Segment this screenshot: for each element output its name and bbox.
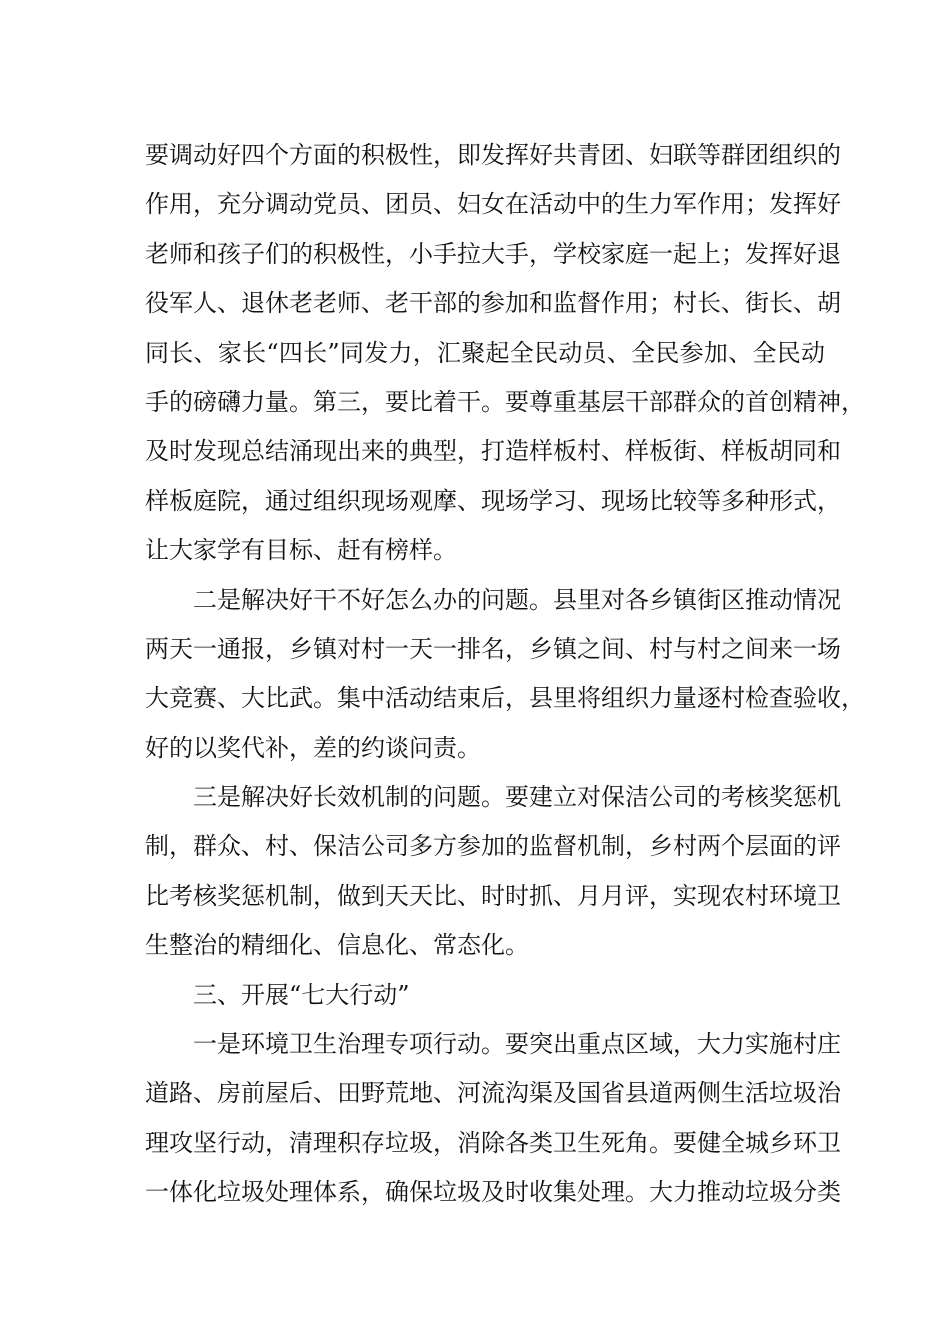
text-line: 好的以奖代补，差的约谈问责。: [145, 733, 481, 762]
text-line: 同长、家长“四长”同发力，汇聚起全民动员、全民参加、全民动: [145, 338, 825, 367]
text-line: 三、开展“七大行动”: [193, 980, 410, 1009]
text-line: 手的磅礴力量。第三，要比着干。要尊重基层干部群众的首创精神，: [145, 387, 865, 416]
text-line: 生整治的精细化、信息化、常态化。: [145, 931, 529, 960]
text-line: 役军人、退休老老师、老干部的参加和监督作用；村长、街长、胡: [145, 289, 841, 318]
text-line: 要调动好四个方面的积极性，即发挥好共青团、妇联等群团组织的: [145, 141, 841, 169]
text-line: 道路、房前屋后、田野荒地、河流沟渠及国省县道两侧生活垃圾治: [145, 1079, 841, 1108]
text-line: 及时发现总结涌现出来的典型，打造样板村、样板街、样板胡同和: [145, 437, 841, 466]
text-line: 比考核奖惩机制，做到天天比、时时抓、月月评，实现农村环境卫: [145, 881, 841, 910]
text-line: 制，群众、村、保洁公司多方参加的监督机制，乡村两个层面的评: [145, 832, 841, 861]
text-line: 样板庭院，通过组织现场观摩、现场学习、现场比较等多种形式，: [145, 486, 841, 515]
text-line: 让大家学有目标、赶有榜样。: [145, 536, 457, 565]
text-line: 三是解决好长效机制的问题。要建立对保洁公司的考核奖惩机: [193, 783, 841, 812]
text-line: 理攻坚行动，清理积存垃圾，消除各类卫生死角。要健全城乡环卫: [145, 1128, 841, 1157]
text-line: 老师和孩子们的积极性，小手拉大手，学校家庭一起上；发挥好退: [145, 239, 841, 268]
text-line: 大竞赛、大比武。集中活动结束后，县里将组织力量逐村检查验收，: [145, 684, 865, 713]
text-line: 两天一通报，乡镇对村一天一排名，乡镇之间、村与村之间来一场: [145, 634, 841, 663]
text-line: 一体化垃圾处理体系，确保垃圾及时收集处理。大力推动垃圾分类: [145, 1178, 841, 1207]
text-line: 一是环境卫生治理专项行动。要突出重点区域，大力实施村庄: [193, 1030, 841, 1059]
text-line: 二是解决好干不好怎么办的问题。县里对各乡镇街区推动情况: [193, 585, 841, 614]
document-body: [145, 131, 865, 1218]
text-line: 作用，充分调动党员、团员、妇女在活动中的生力军作用；发挥好: [145, 190, 841, 219]
